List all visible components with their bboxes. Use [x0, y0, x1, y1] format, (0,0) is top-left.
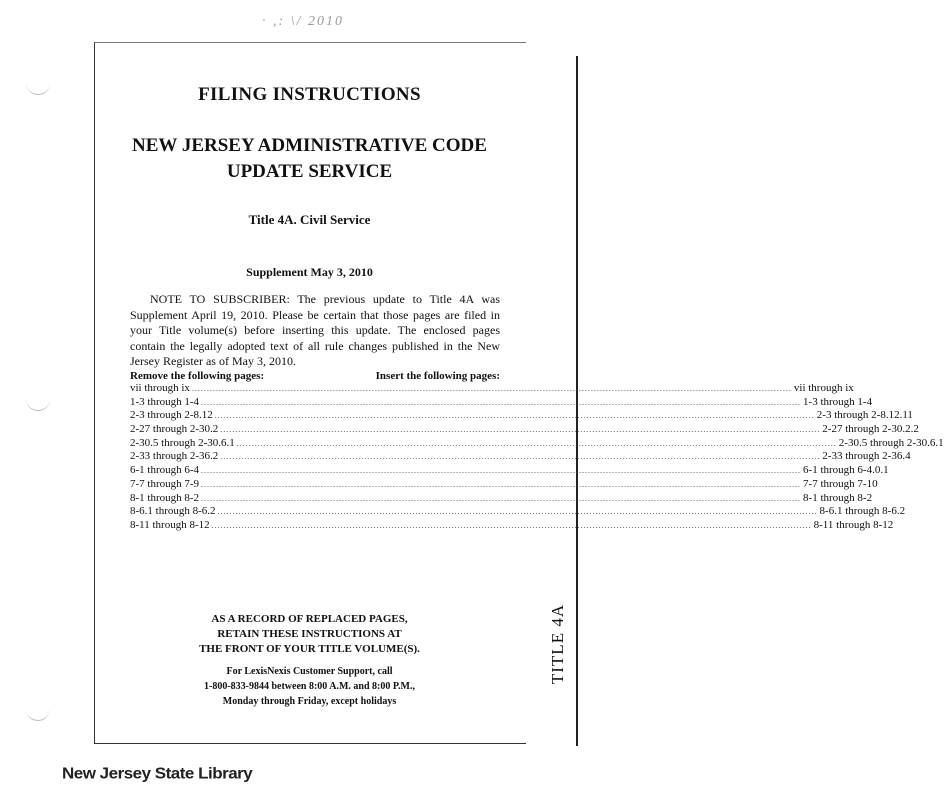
supplement-date: Supplement May 3, 2010: [246, 265, 373, 279]
insert-pages: 2-30.5 through 2-30.6.1: [838, 436, 944, 449]
insert-pages: 8-11 through 8-12: [813, 518, 894, 531]
side-tab-label: TITLE 4A: [548, 603, 567, 685]
remove-pages: vii through ix: [130, 382, 190, 394]
record-instructions: AS A RECORD OF REPLACED PAGES, RETAIN THESE INSTRUCTIONS AT THE FRONT OF YOUR TITLE VOLUME(S).: [199, 613, 420, 655]
insert-pages: 7-7 through 7-10: [803, 477, 878, 490]
insert-pages: 6-1 through 6-4.0.1: [803, 464, 889, 477]
hole-punch-mark: [26, 396, 50, 411]
leader-dots: ........................................................................................................................................................................................................: [201, 493, 802, 503]
remove-header: Remove the following pages:: [130, 370, 265, 382]
insert-pages: 2-33 through 2-36.4: [822, 450, 911, 463]
hole-punch-mark: [26, 80, 50, 95]
insert-pages: 8-6.1 through 8-6.2: [819, 505, 906, 518]
insert-pages: 2-3 through 2-8.12.11: [816, 409, 913, 422]
code-title-line2: UPDATE SERVICE: [226, 161, 393, 182]
leader-dots: ........................................................................................................................................................................................................: [214, 411, 815, 421]
remove-pages: 2-3 through 2-8.12: [130, 409, 213, 422]
insert-pages: vii through ix: [793, 382, 854, 394]
table-row: [130, 477, 878, 492]
remove-pages: 8-6.1 through 8-6.2: [130, 505, 216, 518]
table-row: [130, 395, 873, 410]
table-row: [130, 409, 913, 423]
leader-dots: ........................................................................................................................................................................................................: [191, 384, 792, 393]
leader-dots: ........................................................................................................................................................................................................: [217, 507, 818, 517]
table-row: [130, 450, 911, 464]
table-row: [130, 505, 906, 519]
leader-dots: ........................................................................................................................................................................................................: [220, 452, 821, 462]
leader-dots: ........................................................................................................................................................................................................: [211, 520, 812, 530]
remove-pages: 8-1 through 8-2: [130, 491, 200, 504]
table-row: [130, 436, 944, 451]
leader-dots: ........................................................................................................................................................................................................: [201, 397, 802, 407]
remove-pages: 8-11 through 8-12: [130, 518, 210, 531]
remove-pages: 6-1 through 6-4: [130, 464, 200, 477]
table-row: [130, 491, 873, 506]
remove-pages: 2-30.5 through 2-30.6.1: [130, 436, 235, 449]
table-row: [130, 423, 919, 437]
leader-dots: ........................................................................................................................................................................................................: [201, 466, 802, 476]
remove-pages: 7-7 through 7-9: [130, 477, 200, 490]
pages-table: [130, 382, 944, 533]
library-stamp: New Jersey State Library: [62, 765, 253, 783]
leader-dots: ........................................................................................................................................................................................................: [236, 438, 837, 448]
title-name: Title 4A. Civil Service: [248, 212, 371, 227]
customer-support: For LexisNexis Customer Support, call 1-800-833-9844 between 8:00 A.M. and 8:00 P.M., Monday through Friday, except holidays: [203, 666, 415, 707]
handwritten-annotation: · ,: \/ 2010: [262, 14, 344, 29]
hole-punch-mark: [26, 706, 50, 721]
remove-pages: 1-3 through 1-4: [130, 395, 200, 408]
code-title-line1: NEW JERSEY ADMINISTRATIVE CODE: [132, 135, 487, 156]
table-row: [130, 464, 889, 478]
side-tab: [546, 604, 570, 684]
table-row: [130, 518, 894, 533]
remove-pages: 2-33 through 2-36.2: [130, 450, 219, 463]
remove-pages: 2-27 through 2-30.2: [130, 423, 219, 436]
leader-dots: ........................................................................................................................................................................................................: [201, 479, 802, 489]
insert-header: Insert the following pages:: [375, 370, 500, 382]
insert-pages: 2-27 through 2-30.2.2: [822, 423, 919, 436]
table-row: [130, 382, 854, 396]
insert-pages: 1-3 through 1-4: [803, 395, 873, 408]
insert-pages: 8-1 through 8-2: [803, 491, 873, 504]
leader-dots: ........................................................................................................................................................................................................: [220, 425, 821, 435]
subscriber-note: NOTE TO SUBSCRIBER: The previous update to Title 4A was Supplement April 19, 2010. Please be certain that those pages are filed in your Title volume(s) before inserting this update. The enclosed pages contain the legally adopted text of all rule changes published in the New Jersey Register as of May 3, 2010.: [130, 292, 500, 369]
page-title: FILING INSTRUCTIONS: [198, 84, 421, 105]
